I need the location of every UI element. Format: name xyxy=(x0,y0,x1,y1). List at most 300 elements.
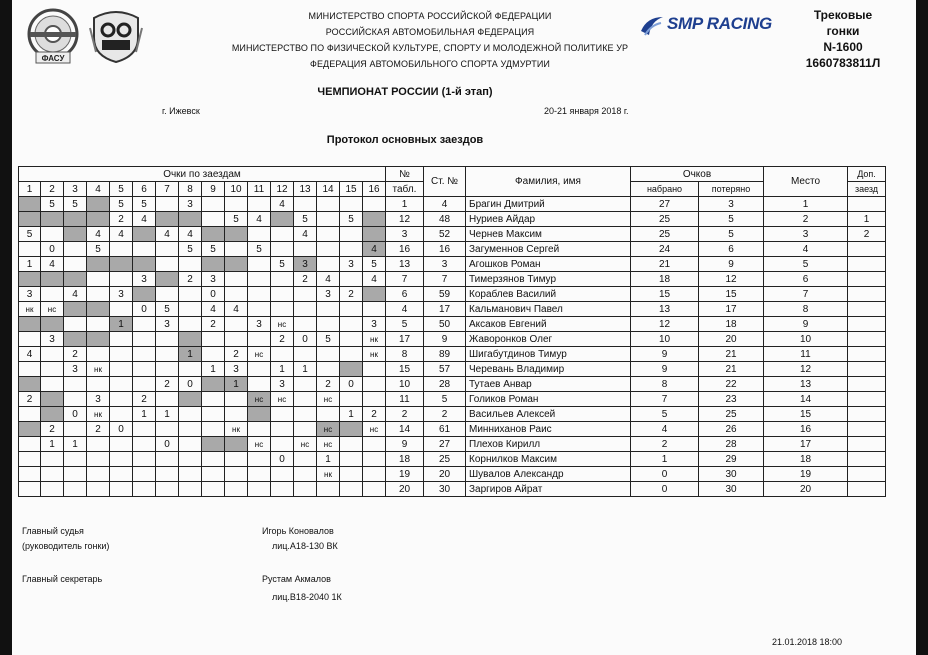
chief-judge-title-block xyxy=(22,524,109,554)
race-number-header: 14 xyxy=(317,182,340,197)
race-points-cell xyxy=(271,272,294,287)
protocol-title: Протокол основных заездов xyxy=(326,134,484,146)
race-points-cell xyxy=(225,272,248,287)
race-points-cell xyxy=(41,392,64,407)
race-points-cell: 1 xyxy=(317,452,340,467)
points-lost-cell: 22 xyxy=(699,377,764,392)
race-points-cell xyxy=(271,437,294,452)
place-cell: 9 xyxy=(764,317,848,332)
race-points-cell xyxy=(179,332,202,347)
race-points-cell xyxy=(156,347,179,362)
race-number-header: 15 xyxy=(340,182,363,197)
name-header: Фамилия, имя xyxy=(466,167,631,197)
place-cell: 20 xyxy=(764,482,848,497)
left-border xyxy=(0,0,12,655)
race-points-cell xyxy=(225,452,248,467)
fasu-logo xyxy=(22,8,84,64)
race-points-cell xyxy=(156,242,179,257)
race-number-header: 2 xyxy=(41,182,64,197)
race-points-cell xyxy=(294,197,317,212)
race-points-cell xyxy=(41,287,64,302)
place-cell: 2 xyxy=(764,212,848,227)
race-points-cell xyxy=(41,407,64,422)
race-points-cell xyxy=(363,212,386,227)
race-points-cell: 2 xyxy=(202,317,225,332)
chief-secretary-title: Главный секретарь xyxy=(22,574,103,584)
race-points-cell: 5 xyxy=(179,242,202,257)
race-points-cell: 3 xyxy=(202,272,225,287)
place-cell: 18 xyxy=(764,452,848,467)
race-points-cell xyxy=(225,467,248,482)
race-points-cell xyxy=(87,437,110,452)
race-points-cell: 3 xyxy=(179,197,202,212)
points-lost-cell: 25 xyxy=(699,407,764,422)
race-points-cell: 3 xyxy=(87,392,110,407)
race-points-cell xyxy=(41,227,64,242)
race-points-cell: 4 xyxy=(64,287,87,302)
earned-header: набрано xyxy=(631,182,699,197)
race-points-cell xyxy=(156,422,179,437)
right-border xyxy=(916,0,928,655)
race-points-cell xyxy=(271,467,294,482)
race-points-cell xyxy=(294,287,317,302)
race-code: 1660783811Л xyxy=(805,56,881,70)
race-points-cell: 2 xyxy=(156,377,179,392)
driver-name-cell: Корнилков Максим xyxy=(466,452,631,467)
race-points-cell xyxy=(179,257,202,272)
race-points-cell xyxy=(294,407,317,422)
start-number-cell: 2 xyxy=(424,407,466,422)
race-points-cell xyxy=(87,212,110,227)
extra-race-cell xyxy=(848,197,886,212)
table-row xyxy=(19,197,886,212)
race-points-cell xyxy=(248,257,271,272)
race-points-cell: нс xyxy=(317,437,340,452)
race-number-header: 10 xyxy=(225,182,248,197)
race-points-cell xyxy=(179,467,202,482)
race-points-cell xyxy=(248,272,271,287)
race-points-cell xyxy=(294,452,317,467)
race-points-cell: 0 xyxy=(133,302,156,317)
place-cell: 5 xyxy=(764,257,848,272)
race-points-cell xyxy=(340,197,363,212)
start-number-cell: 48 xyxy=(424,212,466,227)
race-points-cell: 3 xyxy=(41,332,64,347)
start-number-cell: 5 xyxy=(424,392,466,407)
race-points-cell: нс xyxy=(294,437,317,452)
race-points-cell xyxy=(87,302,110,317)
race-points-cell xyxy=(317,482,340,497)
smp-swoosh-icon xyxy=(639,13,665,39)
race-points-cell xyxy=(294,422,317,437)
tabl-number-cell: 13 xyxy=(386,257,424,272)
race-points-cell xyxy=(41,452,64,467)
race-points-cell xyxy=(317,347,340,362)
table-row xyxy=(19,302,886,317)
race-points-cell xyxy=(19,437,41,452)
race-points-cell: 0 xyxy=(110,422,133,437)
race-points-cell: 0 xyxy=(340,377,363,392)
race-points-cell xyxy=(156,467,179,482)
race-points-cell: 2 xyxy=(110,212,133,227)
driver-name-cell: Кораблев Василий xyxy=(466,287,631,302)
race-points-cell xyxy=(19,212,41,227)
start-number-cell: 9 xyxy=(424,332,466,347)
race-points-cell xyxy=(41,467,64,482)
race-points-cell xyxy=(271,227,294,242)
race-points-cell: 2 xyxy=(133,392,156,407)
race-points-cell xyxy=(133,362,156,377)
chief-judge-license: лиц.А18-130 ВК xyxy=(272,541,338,551)
race-points-cell: нк xyxy=(225,422,248,437)
race-points-cell: 5 xyxy=(87,242,110,257)
race-points-cell xyxy=(248,287,271,302)
start-number-cell: 25 xyxy=(424,452,466,467)
extra-race-header-2: заезд xyxy=(848,182,886,197)
organizers-header xyxy=(170,8,690,72)
race-points-cell xyxy=(133,467,156,482)
race-points-cell xyxy=(64,257,87,272)
race-points-cell xyxy=(110,302,133,317)
race-points-cell: нк xyxy=(363,332,386,347)
race-points-cell: 5 xyxy=(294,212,317,227)
race-points-cell xyxy=(133,437,156,452)
race-points-cell xyxy=(340,242,363,257)
points-earned-cell: 0 xyxy=(631,467,699,482)
extra-race-cell xyxy=(848,257,886,272)
race-points-cell xyxy=(64,377,87,392)
start-number-cell: 7 xyxy=(424,272,466,287)
race-points-cell: 0 xyxy=(271,452,294,467)
race-points-cell xyxy=(340,362,363,377)
race-points-cell xyxy=(87,452,110,467)
race-class-line: N-1600 xyxy=(823,40,863,54)
race-points-cell: 3 xyxy=(317,287,340,302)
table-row xyxy=(19,452,886,467)
race-points-cell xyxy=(340,392,363,407)
race-points-cell xyxy=(87,287,110,302)
race-points-cell: 2 xyxy=(64,347,87,362)
driver-name-cell: Брагин Дмитрий xyxy=(466,197,631,212)
race-points-cell: нс xyxy=(248,392,271,407)
race-points-cell: 3 xyxy=(225,362,248,377)
points-by-race-header: Очки по заездам xyxy=(19,167,386,182)
points-lost-cell: 3 xyxy=(699,197,764,212)
table-row xyxy=(19,287,886,302)
race-points-cell: нс xyxy=(317,392,340,407)
points-lost-cell: 23 xyxy=(699,392,764,407)
race-points-cell: 2 xyxy=(225,347,248,362)
race-points-cell xyxy=(225,197,248,212)
race-class-block xyxy=(798,7,888,71)
race-points-cell: 1 xyxy=(225,377,248,392)
race-points-cell: 3 xyxy=(271,377,294,392)
race-points-cell xyxy=(19,482,41,497)
race-points-cell xyxy=(248,407,271,422)
race-points-cell: 1 xyxy=(294,362,317,377)
race-points-cell xyxy=(179,212,202,227)
race-points-cell xyxy=(225,257,248,272)
race-points-cell xyxy=(294,302,317,317)
race-points-cell xyxy=(340,302,363,317)
extra-race-cell: 1 xyxy=(848,212,886,227)
race-points-cell xyxy=(202,467,225,482)
race-points-cell xyxy=(248,422,271,437)
race-points-cell xyxy=(248,227,271,242)
driver-name-cell: Шигабутдинов Тимур xyxy=(466,347,631,362)
race-points-cell xyxy=(87,257,110,272)
race-points-cell xyxy=(225,482,248,497)
race-points-cell xyxy=(271,287,294,302)
tabl-number-cell: 2 xyxy=(386,407,424,422)
driver-name-cell: Тимерзянов Тимур xyxy=(466,272,631,287)
points-earned-cell: 18 xyxy=(631,272,699,287)
race-points-cell xyxy=(110,257,133,272)
race-points-cell: 2 xyxy=(317,377,340,392)
points-earned-cell: 13 xyxy=(631,302,699,317)
start-number-cell: 59 xyxy=(424,287,466,302)
points-lost-cell: 18 xyxy=(699,317,764,332)
place-cell: 10 xyxy=(764,332,848,347)
start-number-cell: 57 xyxy=(424,362,466,377)
race-points-cell xyxy=(271,212,294,227)
race-points-cell xyxy=(248,197,271,212)
race-number-header: 6 xyxy=(133,182,156,197)
race-points-cell: 1 xyxy=(19,257,41,272)
points-lost-cell: 21 xyxy=(699,347,764,362)
race-points-cell xyxy=(363,437,386,452)
start-number-cell: 52 xyxy=(424,227,466,242)
race-points-cell: 3 xyxy=(64,362,87,377)
race-points-cell: 5 xyxy=(202,242,225,257)
race-points-cell: 0 xyxy=(202,287,225,302)
chief-secretary-license: лиц.В18-2040 1К xyxy=(272,592,342,602)
race-points-cell xyxy=(64,242,87,257)
race-points-cell xyxy=(363,287,386,302)
race-points-cell xyxy=(202,482,225,497)
race-number-header: 1 xyxy=(19,182,41,197)
points-lost-cell: 12 xyxy=(699,272,764,287)
race-number-header: 9 xyxy=(202,182,225,197)
sponsor-name: SMP RACING xyxy=(667,14,772,33)
race-points-cell xyxy=(110,407,133,422)
race-points-cell: 4 xyxy=(41,257,64,272)
points-earned-cell: 12 xyxy=(631,317,699,332)
race-points-cell xyxy=(179,482,202,497)
race-points-cell xyxy=(271,347,294,362)
start-number-cell: 17 xyxy=(424,302,466,317)
race-points-cell xyxy=(19,407,41,422)
event-dates: 20-21 января 2018 г. xyxy=(544,106,629,116)
race-points-cell xyxy=(179,452,202,467)
race-points-cell xyxy=(156,392,179,407)
event-city: г. Ижевск xyxy=(162,106,200,116)
race-points-cell: 0 xyxy=(156,437,179,452)
race-points-cell xyxy=(110,392,133,407)
race-points-cell xyxy=(64,467,87,482)
race-points-cell: нк xyxy=(19,302,41,317)
race-points-cell xyxy=(363,197,386,212)
tabl-number-cell: 5 xyxy=(386,317,424,332)
driver-name-cell: Чернев Максим xyxy=(466,227,631,242)
race-points-cell xyxy=(133,317,156,332)
start-number-cell: 3 xyxy=(424,257,466,272)
race-points-cell: 1 xyxy=(340,407,363,422)
points-earned-cell: 0 xyxy=(631,482,699,497)
tabl-number-cell: 1 xyxy=(386,197,424,212)
race-points-cell xyxy=(317,407,340,422)
race-points-cell: 2 xyxy=(179,272,202,287)
race-points-cell: нс xyxy=(317,422,340,437)
driver-name-cell: Черевань Владимир xyxy=(466,362,631,377)
race-points-cell: 5 xyxy=(248,242,271,257)
driver-name-cell: Васильев Алексей xyxy=(466,407,631,422)
smp-racing-logo xyxy=(639,10,789,40)
race-points-cell xyxy=(64,272,87,287)
race-points-cell: 5 xyxy=(156,302,179,317)
race-points-cell xyxy=(64,317,87,332)
table-row xyxy=(19,392,886,407)
extra-race-cell xyxy=(848,317,886,332)
race-points-cell xyxy=(110,242,133,257)
race-points-cell xyxy=(202,377,225,392)
race-points-cell xyxy=(133,287,156,302)
tabl-number-cell: 19 xyxy=(386,467,424,482)
extra-race-cell xyxy=(848,407,886,422)
race-points-cell xyxy=(41,377,64,392)
start-number-cell: 30 xyxy=(424,482,466,497)
race-points-cell: 5 xyxy=(133,197,156,212)
results-body xyxy=(19,197,886,497)
race-points-cell xyxy=(133,482,156,497)
start-number-cell: 16 xyxy=(424,242,466,257)
race-points-cell xyxy=(87,332,110,347)
race-number-header: 12 xyxy=(271,182,294,197)
points-earned-cell: 21 xyxy=(631,257,699,272)
points-lost-cell: 21 xyxy=(699,362,764,377)
race-points-cell xyxy=(317,242,340,257)
race-points-cell xyxy=(179,317,202,332)
race-points-cell xyxy=(340,317,363,332)
race-points-cell: 1 xyxy=(41,437,64,452)
race-points-cell: 4 xyxy=(156,227,179,242)
driver-name-cell: Голиков Роман xyxy=(466,392,631,407)
tabl-number-cell: 12 xyxy=(386,212,424,227)
race-number-header: 7 xyxy=(156,182,179,197)
race-points-cell xyxy=(110,347,133,362)
extra-race-cell: 2 xyxy=(848,227,886,242)
race-points-cell xyxy=(202,452,225,467)
race-points-cell: 3 xyxy=(110,287,133,302)
race-points-cell xyxy=(202,332,225,347)
points-lost-cell: 17 xyxy=(699,302,764,317)
extra-race-cell xyxy=(848,392,886,407)
driver-name-cell: Нуриев Айдар xyxy=(466,212,631,227)
race-points-cell xyxy=(317,197,340,212)
chief-judge-title: Главный судья xyxy=(22,526,84,536)
race-points-cell xyxy=(87,197,110,212)
race-points-cell xyxy=(41,482,64,497)
race-points-cell xyxy=(248,482,271,497)
race-points-cell xyxy=(317,212,340,227)
table-row xyxy=(19,257,886,272)
points-earned-cell: 2 xyxy=(631,437,699,452)
tabl-number-cell: 8 xyxy=(386,347,424,362)
race-points-cell: 4 xyxy=(363,272,386,287)
race-points-cell xyxy=(64,212,87,227)
chief-judge-name: Игорь Коновалов xyxy=(262,526,334,536)
race-points-cell xyxy=(133,227,156,242)
points-lost-cell: 15 xyxy=(699,287,764,302)
points-lost-cell: 6 xyxy=(699,242,764,257)
race-points-cell: 3 xyxy=(363,317,386,332)
race-number-header: 3 xyxy=(64,182,87,197)
table-row xyxy=(19,467,886,482)
race-points-cell xyxy=(248,332,271,347)
table-row xyxy=(19,272,886,287)
points-earned-cell: 9 xyxy=(631,347,699,362)
race-points-cell: 1 xyxy=(64,437,87,452)
race-points-cell xyxy=(110,482,133,497)
race-points-cell: 1 xyxy=(156,407,179,422)
race-points-cell: 3 xyxy=(133,272,156,287)
place-cell: 11 xyxy=(764,347,848,362)
race-points-cell: 0 xyxy=(179,377,202,392)
race-points-cell: 0 xyxy=(41,242,64,257)
race-points-cell xyxy=(110,437,133,452)
race-points-cell: 5 xyxy=(340,212,363,227)
extra-race-cell xyxy=(848,422,886,437)
race-number-header: 4 xyxy=(87,182,110,197)
race-points-cell xyxy=(225,407,248,422)
race-points-cell: нк xyxy=(87,407,110,422)
race-points-cell xyxy=(19,197,41,212)
race-points-cell: 5 xyxy=(110,197,133,212)
race-points-cell: 2 xyxy=(271,332,294,347)
table-row xyxy=(19,437,886,452)
start-number-cell: 27 xyxy=(424,437,466,452)
race-points-cell xyxy=(179,302,202,317)
race-points-cell xyxy=(64,302,87,317)
race-points-cell: 4 xyxy=(294,227,317,242)
race-points-cell xyxy=(19,422,41,437)
race-points-cell: 2 xyxy=(294,272,317,287)
race-points-cell xyxy=(202,437,225,452)
race-points-cell xyxy=(340,332,363,347)
start-number-cell: 50 xyxy=(424,317,466,332)
driver-name-cell: Тутаев Анвар xyxy=(466,377,631,392)
race-points-cell xyxy=(179,407,202,422)
race-points-cell xyxy=(294,482,317,497)
place-cell: 15 xyxy=(764,407,848,422)
points-earned-cell: 27 xyxy=(631,197,699,212)
race-points-cell xyxy=(363,452,386,467)
points-lost-cell: 30 xyxy=(699,467,764,482)
results-table xyxy=(18,166,886,497)
race-points-cell: 1 xyxy=(202,362,225,377)
race-points-cell: нс xyxy=(248,347,271,362)
race-points-cell xyxy=(133,452,156,467)
place-header: Место xyxy=(764,167,848,197)
place-cell: 12 xyxy=(764,362,848,377)
race-points-cell: нс xyxy=(271,392,294,407)
race-class-line: гонки xyxy=(826,24,860,38)
extra-race-cell xyxy=(848,377,886,392)
race-points-cell xyxy=(41,272,64,287)
race-number-header: 5 xyxy=(110,182,133,197)
points-lost-cell: 30 xyxy=(699,482,764,497)
race-points-cell xyxy=(248,467,271,482)
